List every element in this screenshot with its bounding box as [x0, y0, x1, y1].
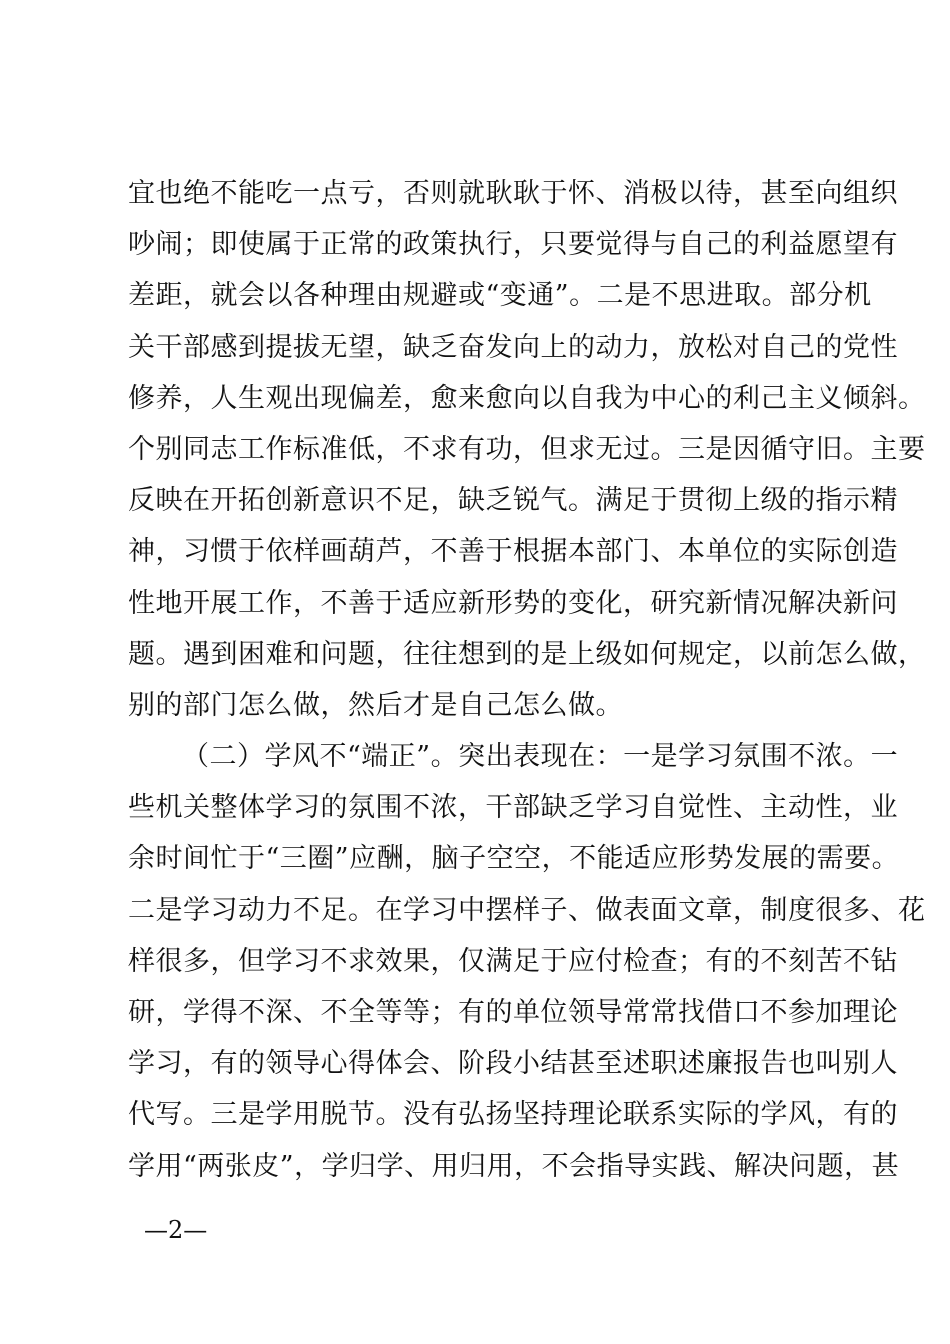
text-line: 差距，就会以各种理由规避或“变通”。二是不思进取。部分机	[128, 280, 872, 312]
text-line: 别的部门怎么做，然后才是自己怎么做。	[128, 689, 623, 721]
text-line: 反映在开拓创新意识不足，缺乏锐气。满足于贯彻上级的指示精	[128, 485, 898, 517]
body-text	[128, 168, 926, 1192]
text-line: 学用“两张皮”，学归学、用归用，不会指导实践、解决问题，甚	[128, 1150, 900, 1182]
paragraph-1	[128, 168, 926, 731]
text-line: 修养，人生观出现偏差，愈来愈向以自我为中心的利己主义倾斜。	[128, 382, 926, 414]
text-line: 研，学得不深、不全等等；有的单位领导常常找借口不参加理论	[128, 997, 898, 1028]
text-line: 题。遇到困难和问题，往往想到的是上级如何规定，以前怎么做，	[128, 638, 926, 670]
text-line: 余时间忙于“三圈”应酬，脑子空空，不能适应形势发展的需要。	[128, 843, 900, 875]
text-line: 样很多，但学习不求效果，仅满足于应付检查；有的不刻苦不钻	[128, 945, 898, 977]
text-line: 吵闹；即使属于正常的政策执行，只要觉得与自己的利益愿望有	[128, 229, 898, 261]
text-line: 神，习惯于依样画葫芦，不善于根据本部门、本单位的实际创造	[128, 536, 898, 568]
text-line: （二）学风不“端正”。突出表现在：一是学习氛围不浓。一	[182, 741, 899, 773]
text-line: 宜也绝不能吃一点亏，否则就耿耿于怀、消极以待，甚至向组织	[128, 178, 898, 209]
text-line: 关干部感到提拔无望，缺乏奋发向上的动力，放松对自己的党性	[128, 331, 898, 363]
text-line: 个别同志工作标准低，不求有功，但求无过。三是因循守旧。主要	[128, 433, 926, 465]
text-line: 性地开展工作，不善于适应新形势的变化，研究新情况解决新问	[128, 587, 898, 619]
text-line: 些机关整体学习的氛围不浓，干部缺乏学习自觉性、主动性，业	[128, 792, 898, 824]
text-line: 二是学习动力不足。在学习中摆样子、做表面文章，制度很多、花	[128, 894, 926, 926]
page-number: —2—	[144, 1216, 208, 1244]
text-line: 学习，有的领导心得体会、阶段小结甚至述职述廉报告也叫别人	[128, 1048, 898, 1080]
text-line: 代写。三是学用脱节。没有弘扬坚持理论联系实际的学风，有的	[128, 1099, 898, 1131]
paragraph-2	[128, 731, 926, 1192]
